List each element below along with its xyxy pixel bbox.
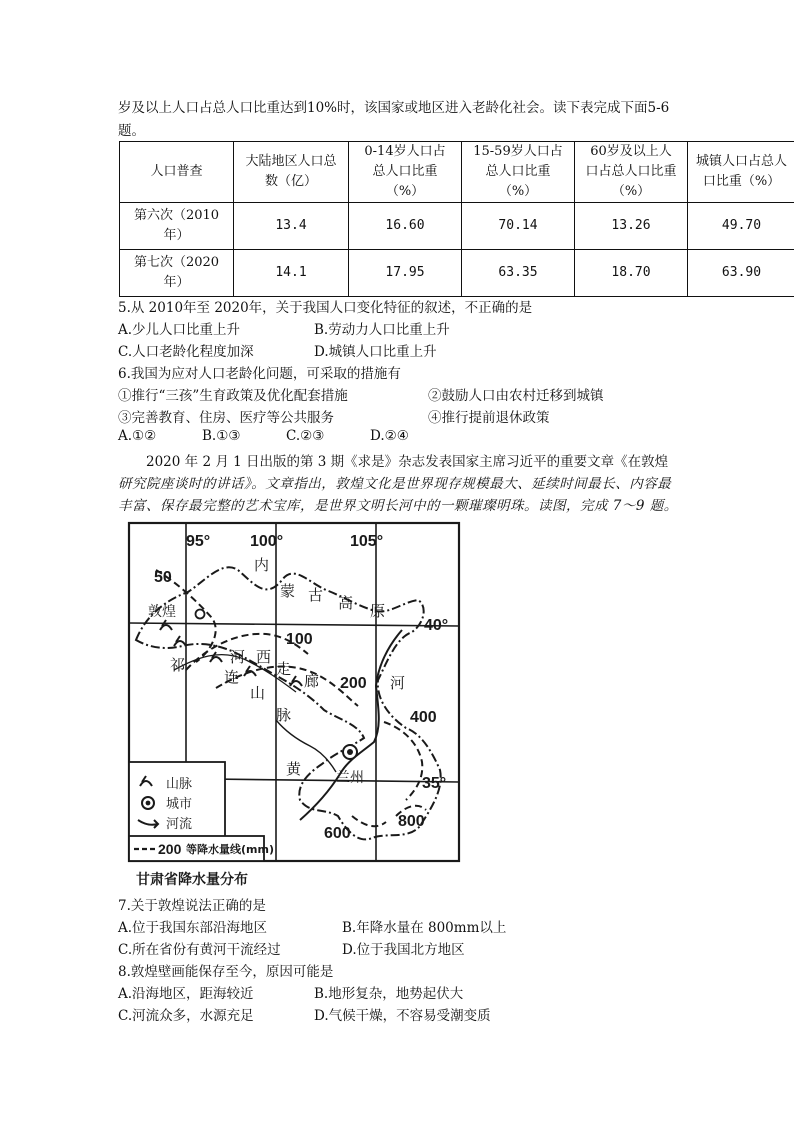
table-value-cell: 13.4 (234, 203, 349, 250)
table-value-cell: 49.70 (688, 203, 794, 250)
q6-measure-2: ②鼓励人口由农村迁移到城镇 (428, 388, 604, 404)
table-value-cell: 16.60 (349, 203, 462, 250)
table-value-cell: 13.26 (575, 203, 688, 250)
q6-option-c[interactable]: C.②③ (286, 428, 325, 444)
q6-stem: 6.我国为应对人口老龄化问题，可采取的措施有 (118, 366, 401, 382)
q6-measure-3: ③完善教育、住房、医疗等公共服务 (118, 410, 334, 426)
q8-option-c[interactable]: C.河流众多，水源充足 (118, 1008, 254, 1024)
map-label-lian: 连 (224, 668, 240, 686)
table-header-cell (688, 142, 794, 203)
map-caption: 甘肃省降水量分布 (136, 872, 248, 888)
table-row (120, 250, 794, 297)
dunhuang-city-icon (196, 610, 205, 619)
intro-line-1: 岁及以上人口占总人口比重达到10%时，该国家或地区进入老龄化社会。读下表完成下面5-6 (118, 100, 670, 116)
q6-option-d[interactable]: D.②④ (370, 428, 409, 444)
row-label-cell (120, 203, 234, 250)
gansu-precipitation-map (126, 520, 462, 892)
header-text-line: 0-14岁人口占 (364, 144, 446, 159)
lanzhou-city-dot (347, 749, 353, 755)
lon-label-105: 105° (350, 533, 384, 550)
header-text-line: 口比重（%） (702, 174, 781, 189)
isohyet-label-400: 400 (410, 709, 437, 726)
header-text-line: 人口普查 (150, 164, 203, 179)
isohyet-label-50: 50 (154, 569, 172, 586)
q5-option-d[interactable]: D.城镇人口比重上升 (314, 344, 437, 360)
header-text-line: 城镇人口占总人 (695, 154, 787, 169)
intro-line-2: 题。 (118, 123, 145, 139)
header-text-line: 60岁及以上人 (590, 144, 672, 159)
lat-label-35: 35° (422, 775, 447, 792)
q8-option-a[interactable]: A.沿海地区，距海较近 (118, 986, 254, 1002)
row-label-line: 第七次（2020 (133, 255, 220, 270)
table-header-row (120, 142, 794, 203)
legend-city-dot (146, 801, 151, 806)
map-label-he-xi-2: 西 (256, 648, 272, 666)
map-label-gu: 古 (308, 586, 324, 604)
map-label-yuan: 原 (370, 602, 386, 620)
table-header-cell (575, 142, 688, 203)
map-label-meng: 蒙 (280, 582, 296, 600)
table-header-cell (234, 142, 349, 203)
header-text-line: 大陆地区人口总 (245, 154, 337, 169)
header-text-line: （%） (611, 184, 651, 199)
row-label-line: 年） (163, 228, 190, 243)
table-header-cell (462, 142, 575, 203)
map-label-gao: 高 (338, 594, 354, 612)
q8-option-b[interactable]: B.地形复杂，地势起伏大 (314, 986, 464, 1002)
header-text-line: 总人口比重 (372, 164, 438, 179)
map-label-dunhuang: 敦煌 (148, 604, 176, 620)
q6-measure-1: ①推行“三孩”生育政策及优化配套措施 (118, 388, 348, 404)
q6-option-a[interactable]: A.①② (118, 428, 157, 444)
table-value-cell: 18.70 (575, 250, 688, 297)
header-text-line: 总人口比重 (485, 164, 551, 179)
q5-option-c[interactable]: C.人口老龄化程度加深 (118, 344, 254, 360)
legend-mountain-label: 山脉 (166, 777, 193, 792)
legend-river-label: 河流 (166, 817, 193, 832)
q8-stem: 8.敦煌壁画能保存至今，原因可能是 (118, 964, 334, 980)
isohyet-label-200: 200 (340, 675, 367, 692)
passage-line-3: 丰富、保存最完整的艺术宝库，是世界文明长河中的一颗璀璨明珠。读图，完成 7～9 题。 (118, 498, 678, 514)
table-value-cell: 17.95 (349, 250, 462, 297)
legend-city-label: 城市 (166, 797, 193, 812)
table-value-cell: 70.14 (462, 203, 575, 250)
table-header-cell (349, 142, 462, 203)
map-label-mai: 脉 (276, 706, 292, 724)
table-value-cell: 63.35 (462, 250, 575, 297)
passage-line-1: 2020 年 2 月 1 日出版的第 3 期《求是》杂志发表国家主席习近平的重要文章《在敦煌 (146, 454, 669, 470)
map-label-lanzhou: 兰州 (336, 770, 364, 786)
map-label-zou: 走 (276, 660, 292, 678)
map-label-river-he: 河 (390, 674, 406, 692)
header-text-line: 数（亿） (264, 174, 317, 189)
q7-option-a[interactable]: A.位于我国东部沿海地区 (118, 920, 268, 936)
row-label-line: 第六次（2010 (133, 208, 220, 223)
table-value-cell: 14.1 (234, 250, 349, 297)
q8-option-d[interactable]: D.气候干燥，不容易受潮变质 (314, 1008, 491, 1024)
table-header-cell (120, 142, 234, 203)
census-table (119, 141, 794, 297)
map-label-lang: 廊 (304, 672, 320, 690)
map-label-qi: 祁 (170, 656, 186, 674)
q7-stem: 7.关于敦煌说法正确的是 (118, 898, 266, 914)
isohyet-label-100: 100 (286, 631, 313, 648)
legend-isohyet-label: 等降水量线(mm) (186, 843, 274, 856)
lon-label-95: 95° (186, 533, 211, 550)
map-label-huang: 黄 (286, 760, 302, 778)
header-text-line: （%） (385, 184, 425, 199)
q6-option-b[interactable]: B.①③ (202, 428, 241, 444)
isohyet-label-800: 800 (398, 813, 425, 830)
header-text-line: 口占总人口比重 (585, 164, 677, 179)
lat-label-40: 40° (424, 617, 449, 634)
table-row (120, 203, 794, 250)
q7-option-d[interactable]: D.位于我国北方地区 (342, 942, 465, 958)
q5-option-a[interactable]: A.少儿人口比重上升 (118, 322, 241, 338)
q5-option-b[interactable]: B.劳动力人口比重上升 (314, 322, 450, 338)
header-text-line: 15-59岁人口占 (473, 144, 563, 159)
legend-isohyet-value: 200 (158, 841, 182, 857)
row-label-cell (120, 250, 234, 297)
lon-label-100: 100° (250, 533, 284, 550)
map-label-shan: 山 (250, 684, 266, 702)
row-label-line: 年） (163, 275, 190, 290)
passage-line-2: 研究院座谈时的讲话》。文章指出，敦煌文化是世界现存规模最大、延续时间最长、内容最 (118, 476, 672, 492)
q5-stem: 5.从 2010年至 2020年，关于我国人口变化特征的叙述，不正确的是 (118, 300, 533, 316)
map-label-nei: 内 (254, 556, 270, 574)
table-value-cell: 63.90 (688, 250, 794, 297)
map-label-he-xi-1: 河 (230, 648, 246, 666)
q7-option-b[interactable]: B.年降水量在 800mm以上 (342, 920, 507, 936)
isohyet-label-600: 600 (324, 825, 351, 842)
header-text-line: （%） (498, 184, 538, 199)
q7-option-c[interactable]: C.所在省份有黄河干流经过 (118, 942, 281, 958)
q6-measure-4: ④推行提前退休政策 (428, 410, 550, 426)
